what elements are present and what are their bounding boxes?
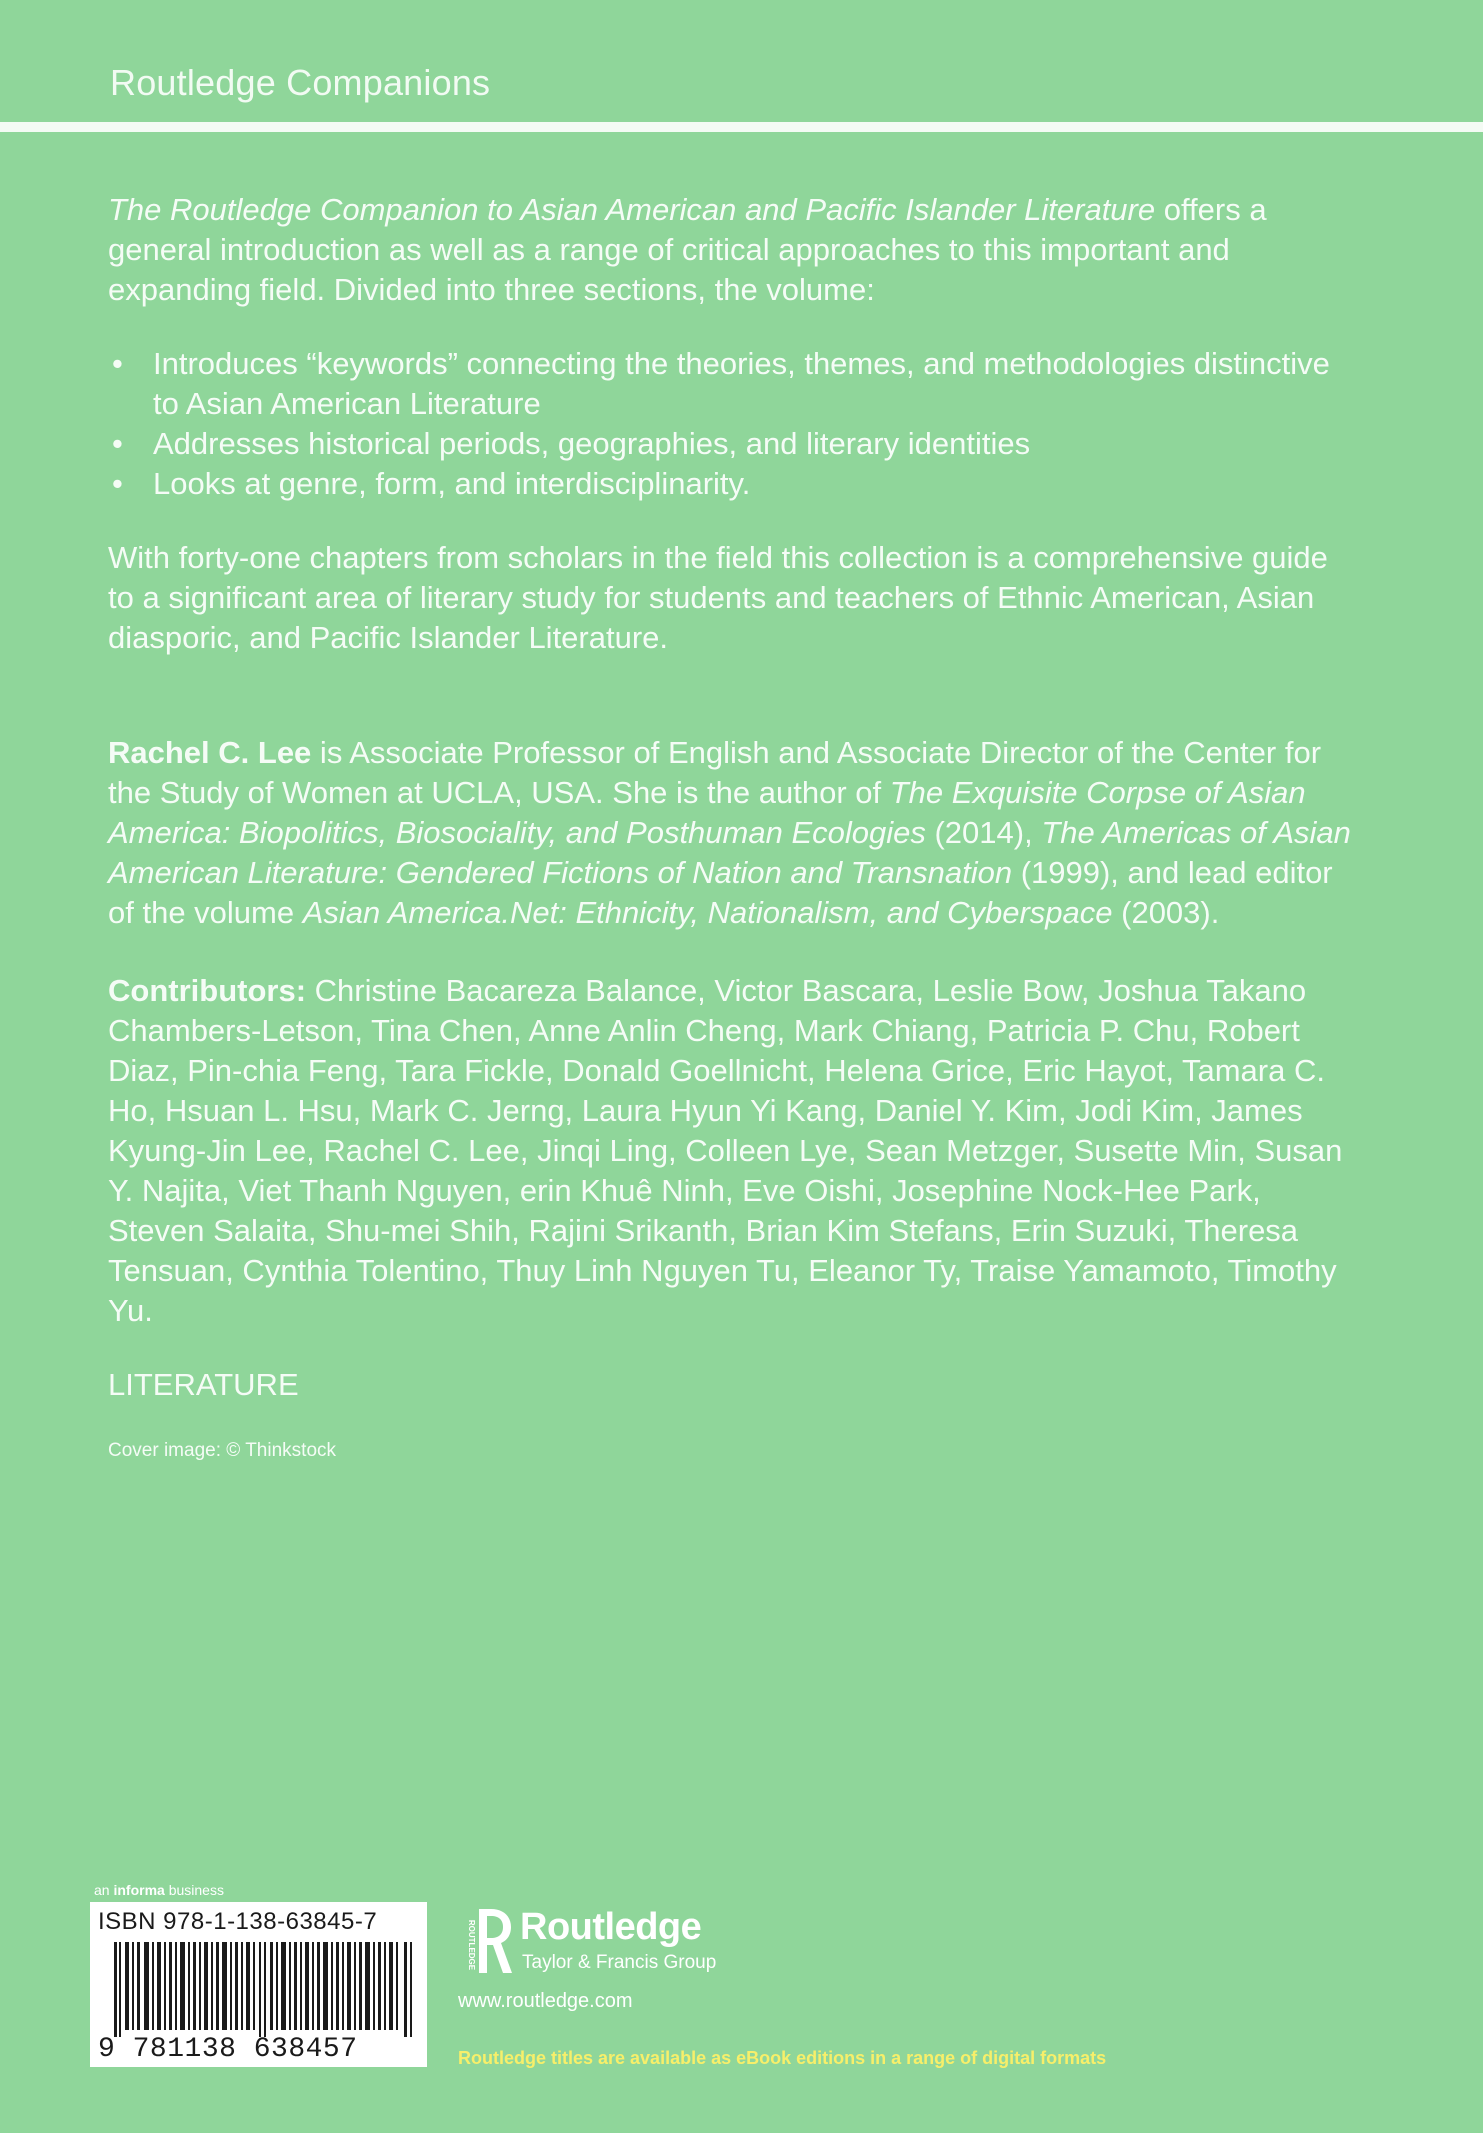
barcode-number: 9 781138 638457 bbox=[98, 2034, 358, 2065]
publisher-url: www.routledge.com bbox=[458, 1990, 633, 2012]
back-cover-text bbox=[108, 190, 1358, 1463]
editor-book-title: The Americas of Asian American Literature: Gendered Fictions of Nation and Transnation bbox=[108, 815, 1351, 890]
editor-bio: Rachel C. Lee is Associate Professor of English and Associate Director of the Center for the Study of Women at UCLA, USA. She is the author of The Exquisite Corpse of Asian America: Biopolitics, Biosociality, and Posthuman Ecologies (2014), The Americas of Asian American Literature: Gendered Fictions of Nation and Transnation (1999), and lead editor of the volume Asian America.Net: Ethnicity, Nationalism, and Cyberspace (2003). bbox=[108, 735, 1351, 930]
logo-side-text: ROUTLEDGE bbox=[467, 1919, 476, 1971]
informa-tagline: an informa business bbox=[94, 1882, 224, 1898]
intro-text: offers a general introduction as well as a range of critical approaches to this important and expanding field. Divided into three sections, the volume: bbox=[108, 192, 1267, 307]
book-title: The Routledge Companion to Asian American and Pacific Islander Literature bbox=[108, 192, 1156, 227]
editor-name: Rachel C. Lee bbox=[108, 735, 312, 770]
subject-category: LITERATURE bbox=[108, 1367, 299, 1402]
publisher-group: Taylor & Francis Group bbox=[522, 1952, 717, 1973]
contributors-names: Christine Bacareza Balance, Victor Bascara, Leslie Bow, Joshua Takano Chambers-Letson, Tina Chen, Anne Anlin Cheng, Mark Chiang, Patricia P. Chu, Robert Diaz, Pin-chia Feng, Tara Fickle, Donald Goellnicht, Helena Grice, Eric Hayot, Tamara C. Ho, Hsuan L. Hsu, Mark C. Jerng, Laura Hyun Yi Kang, Daniel Y. Kim, Jodi Kim, James Kyung-Jin Lee, Rachel C. Lee, Jinqi Ling, Colleen Lye, Sean Metzger, Susette Min, Susan Y. Najita, Viet Thanh Nguyen, erin Khuê Ninh, Eve Oishi, Josephine Nock-Hee Park, Steven Salaita, Shu-mei Shih, Rajini Srikanth, Brian Kim Stefans, Erin Suzuki, Theresa Tensuan, Cynthia Tolentino, Thuy Linh Nguyen Tu, Eleanor Ty, Traise Yamamoto, Timothy Yu. bbox=[108, 973, 1343, 1328]
bullet-icon: • bbox=[112, 346, 123, 381]
list-item: • Looks at genre, form, and interdisciplinarity. bbox=[108, 464, 1358, 504]
feature-list bbox=[108, 344, 1358, 504]
list-item: • Introduces “keywords” connecting the theories, themes, and methodologies distinctive to Asian American Literature bbox=[112, 346, 1330, 421]
collection-paragraph: With forty-one chapters from scholars in the field this collection is a comprehensive guide to a significant area of literary study for students and teachers of Ethnic American, Asian diasporic, and Pacific Islander Literature. bbox=[108, 540, 1328, 655]
header-rule bbox=[0, 122, 1483, 132]
series-title: Routledge Companions bbox=[110, 62, 491, 103]
bullet-icon: • bbox=[112, 466, 123, 501]
isbn-label: ISBN 978-1-138-63845-7 bbox=[98, 1908, 378, 1935]
publisher-name: Routledge bbox=[520, 1906, 702, 1948]
contributors-label: Contributors: bbox=[108, 973, 307, 1008]
routledge-r-logo-icon bbox=[455, 1905, 515, 1977]
bullet-icon: • bbox=[112, 426, 123, 461]
contributors-paragraph bbox=[108, 971, 1358, 1331]
intro-paragraph bbox=[108, 190, 1358, 310]
list-item: • Addresses historical periods, geographies, and literary identities bbox=[108, 424, 1358, 464]
editor-book-title: The Exquisite Corpse of Asian America: Biopolitics, Biosociality, and Posthuman Ecologies bbox=[108, 775, 1306, 850]
editor-book-title: Asian America.Net: Ethnicity, Nationalism, and Cyberspace bbox=[302, 895, 1113, 930]
cover-credit: Cover image: © Thinkstock bbox=[108, 1440, 337, 1461]
isbn-barcode bbox=[90, 1902, 427, 2067]
ebook-note: Routledge titles are available as eBook editions in a range of digital formats bbox=[458, 2048, 1107, 2068]
barcode-bars bbox=[114, 1942, 414, 2037]
